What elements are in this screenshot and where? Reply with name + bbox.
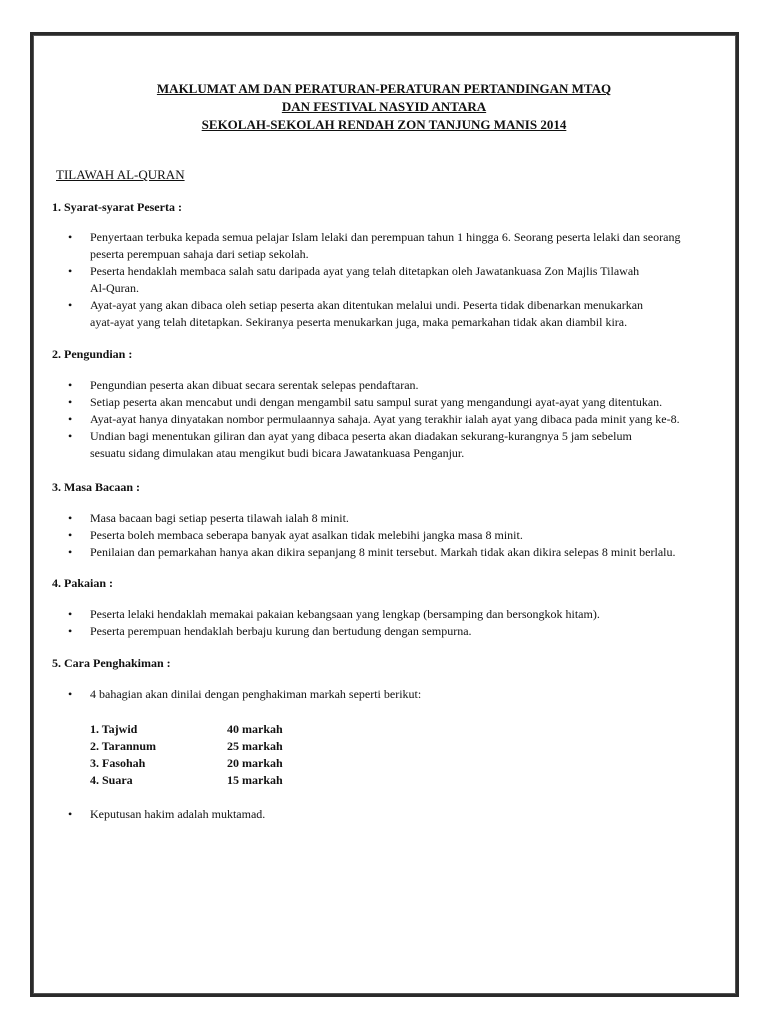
mark-score: 25 markah — [227, 739, 283, 753]
s4-list — [68, 606, 728, 640]
s2-item — [68, 377, 728, 394]
s2-item — [68, 394, 728, 411]
mark-criterion: 4. Suara — [90, 773, 133, 787]
s3-item-3-text: Penilaian dan pemarkahan hanya akan dikira sepanjang 8 minit tersebut. Markah tidak akan dikira selepas 8 minit berlalu. — [90, 545, 676, 559]
title-line-1: MAKLUMAT AM DAN PERATURAN-PERATURAN PERTANDINGAN MTAQ — [156, 81, 612, 96]
s4-heading: 4. Pakaian : — [52, 576, 114, 590]
s1-heading: 1. Syarat-syarat Peserta : — [52, 200, 182, 214]
s3-item — [68, 544, 728, 561]
marks-row — [90, 772, 283, 789]
s5-heading: 5. Cara Penghakiman : — [52, 656, 171, 670]
s5-closing-list — [68, 806, 728, 823]
s1-item-1-line-1: Penyertaan terbuka kepada semua pelajar Islam lelaki dan perempuan tahun 1 hingga 6. Seorang peserta lelaki dan seorang — [90, 230, 681, 244]
s3-item-1-text: Masa bacaan bagi setiap peserta tilawah ialah 8 minit. — [90, 511, 349, 525]
marks-row — [90, 721, 283, 738]
s2-item-2-text: Setiap peserta akan mencabut undi dengan mengambil satu sampul surat yang mengandungi ayat-ayat yang ditentukan. — [90, 395, 663, 409]
s1-item-2-line-2: Al-Quran. — [90, 281, 139, 295]
s3-list — [68, 510, 728, 561]
s2-item — [68, 411, 728, 428]
s5-intro-text: 4 bahagian akan dinilai dengan penghakiman markah seperti berikut: — [90, 687, 422, 701]
s4-item-2-text: Peserta perempuan hendaklah berbaju kurung dan bertudung dengan sempurna. — [90, 624, 472, 638]
s4-item — [68, 606, 728, 623]
mark-score: 40 markah — [227, 722, 283, 736]
s2-heading: 2. Pengundian : — [52, 347, 133, 361]
s3-item-2-text: Peserta boleh membaca seberapa banyak ayat asalkan tidak melebihi jangka masa 8 minit. — [90, 528, 523, 542]
s2-item — [68, 428, 728, 462]
s1-item-1-line-2: peserta perempuan sahaja dari setiap sekolah. — [90, 247, 309, 261]
s2-list — [68, 377, 728, 462]
s2-item-4-line-2: sesuatu sidang dimulakan atau mengikut budi bicara Jawatankuasa Penganjur. — [90, 446, 465, 460]
s2-item-4-line-1: Undian bagi menentukan giliran dan ayat yang dibaca peserta akan diadakan sekurang-kurangnya 5 jam sebelum — [90, 429, 632, 443]
section-heading-tilawah: TILAWAH AL-QURAN — [56, 167, 185, 182]
s5-closing-text: Keputusan hakim adalah muktamad. — [90, 807, 266, 821]
s3-item — [68, 510, 728, 527]
mark-score: 20 markah — [227, 756, 283, 770]
s3-heading: 3. Masa Bacaan : — [52, 480, 140, 494]
s2-item-1-text: Pengundian peserta akan dibuat secara serentak selepas pendaftaran. — [90, 378, 419, 392]
title-line-3: SEKOLAH-SEKOLAH RENDAH ZON TANJUNG MANIS 2014 — [201, 117, 567, 132]
s1-item — [68, 263, 728, 297]
s3-item — [68, 527, 728, 544]
marks-table — [90, 721, 283, 789]
s5-closing-item — [68, 806, 728, 823]
mark-score: 15 markah — [227, 773, 283, 787]
s1-list — [68, 229, 728, 331]
document-title — [0, 80, 768, 134]
s2-item-3-text: Ayat-ayat hanya dinyatakan nombor permulaannya sahaja. Ayat yang terakhir ialah ayat yang dibaca pada minit yang ke-8. — [90, 412, 680, 426]
marks-row — [90, 755, 283, 772]
s1-item — [68, 297, 728, 331]
mark-criterion: 3. Fasohah — [90, 756, 146, 770]
s4-item-1-text: Peserta lelaki hendaklah memakai pakaian kebangsaan yang lengkap (bersamping dan bersongkok hitam). — [90, 607, 600, 621]
title-line-2: DAN FESTIVAL NASYID ANTARA — [281, 99, 487, 114]
s1-item-3-line-1: Ayat-ayat yang akan dibaca oleh setiap peserta akan ditentukan melalui undi. Peserta tidak dibenarkan menukarkan — [90, 298, 644, 312]
s1-item-2-line-1: Peserta hendaklah membaca salah satu daripada ayat yang telah ditetapkan oleh Jawatankuasa Zon Majlis Tilawah — [90, 264, 640, 278]
s1-item — [68, 229, 728, 263]
s4-item — [68, 623, 728, 640]
s1-item-3-line-2: ayat-ayat yang telah ditetapkan. Sekiranya peserta menukarkan juga, maka pemarkahan tidak akan diambil kira. — [90, 315, 628, 329]
mark-criterion: 1. Tajwid — [90, 722, 138, 736]
s5-intro-list — [68, 686, 728, 703]
s5-intro-item — [68, 686, 728, 703]
mark-criterion: 2. Tarannum — [90, 739, 157, 753]
marks-row — [90, 738, 283, 755]
